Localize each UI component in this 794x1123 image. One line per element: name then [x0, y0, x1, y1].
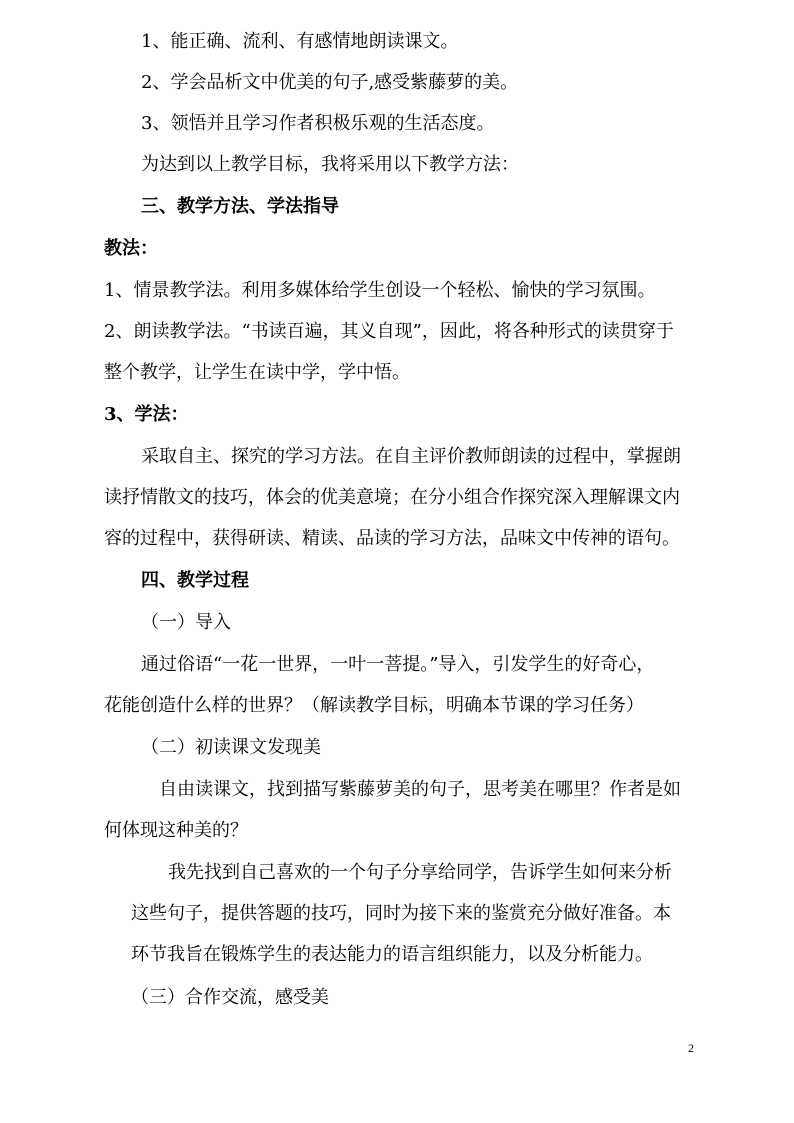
teaching-methods-heading: 教法：: [104, 238, 158, 259]
section-3-heading: 三、教学方法、学法指导: [141, 196, 339, 217]
part-1-heading: （一）导入: [141, 612, 231, 633]
part-2-paragraph-2-line: 这些句子，提供答题的技巧，同时为接下来的鉴赏充分做好准备。本: [131, 903, 671, 924]
part-1-paragraph-line: 通过俗语“一花一世界，一叶一菩提。”导入，引发学生的好奇心，: [141, 654, 655, 675]
part-1-paragraph-line: 花能创造什么样的世界？（解读教学目标，明确本节课的学习任务）: [104, 695, 644, 716]
objective-2: 2、学会品析文中优美的句子,感受紫藤萝的美。: [141, 72, 519, 93]
part-3-heading: （三）合作交流，感受美: [131, 987, 329, 1008]
study-paragraph-line: 读抒情散文的技巧，体会的优美意境；在分小组合作探究深入理解课文内: [104, 487, 680, 508]
teaching-item-2-line-1: 2、朗读教学法。“书读百遍，其义自现”，因此，将各种形式的读贯穿于: [104, 321, 674, 342]
teaching-item-2-line-2: 整个教学，让学生在读中学，学中悟。: [104, 362, 410, 383]
study-paragraph-line: 采取自主、探究的学习方法。在自主评价教师朗读的过程中，掌握朗: [141, 446, 681, 467]
part-2-paragraph-line: 何体现这种美的？: [104, 820, 248, 841]
part-2-heading: （二）初读课文发现美: [141, 737, 321, 758]
study-paragraph-line: 容的过程中，获得研读、精读、品读的学习方法，品味文中传神的语句。: [104, 528, 680, 549]
study-methods-heading: 3、学法：: [104, 404, 189, 425]
part-2-paragraph-2-line: 我先找到自己喜欢的一个句子分享给同学，告诉学生如何来分析: [168, 862, 672, 883]
methods-intro: 为达到以上教学目标，我将采用以下教学方法：: [141, 154, 519, 175]
page-number: 2: [688, 1041, 694, 1055]
objective-3: 3、领悟并且学习作者积极乐观的生活态度。: [141, 113, 495, 134]
section-4-heading: 四、教学过程: [141, 570, 249, 591]
teaching-item-1: 1、情景教学法。利用多媒体给学生创设一个轻松、愉快的学习氛围。: [104, 280, 656, 301]
part-2-paragraph-line: 自由读课文，找到描写紫藤萝美的句子，思考美在哪里？作者是如: [159, 779, 681, 800]
part-2-paragraph-2-line: 环节我旨在锻炼学生的表达能力的语言组织能力，以及分析能力。: [131, 944, 653, 965]
objective-1: 1、能正确、流利、有感情地朗读课文。: [141, 31, 459, 52]
